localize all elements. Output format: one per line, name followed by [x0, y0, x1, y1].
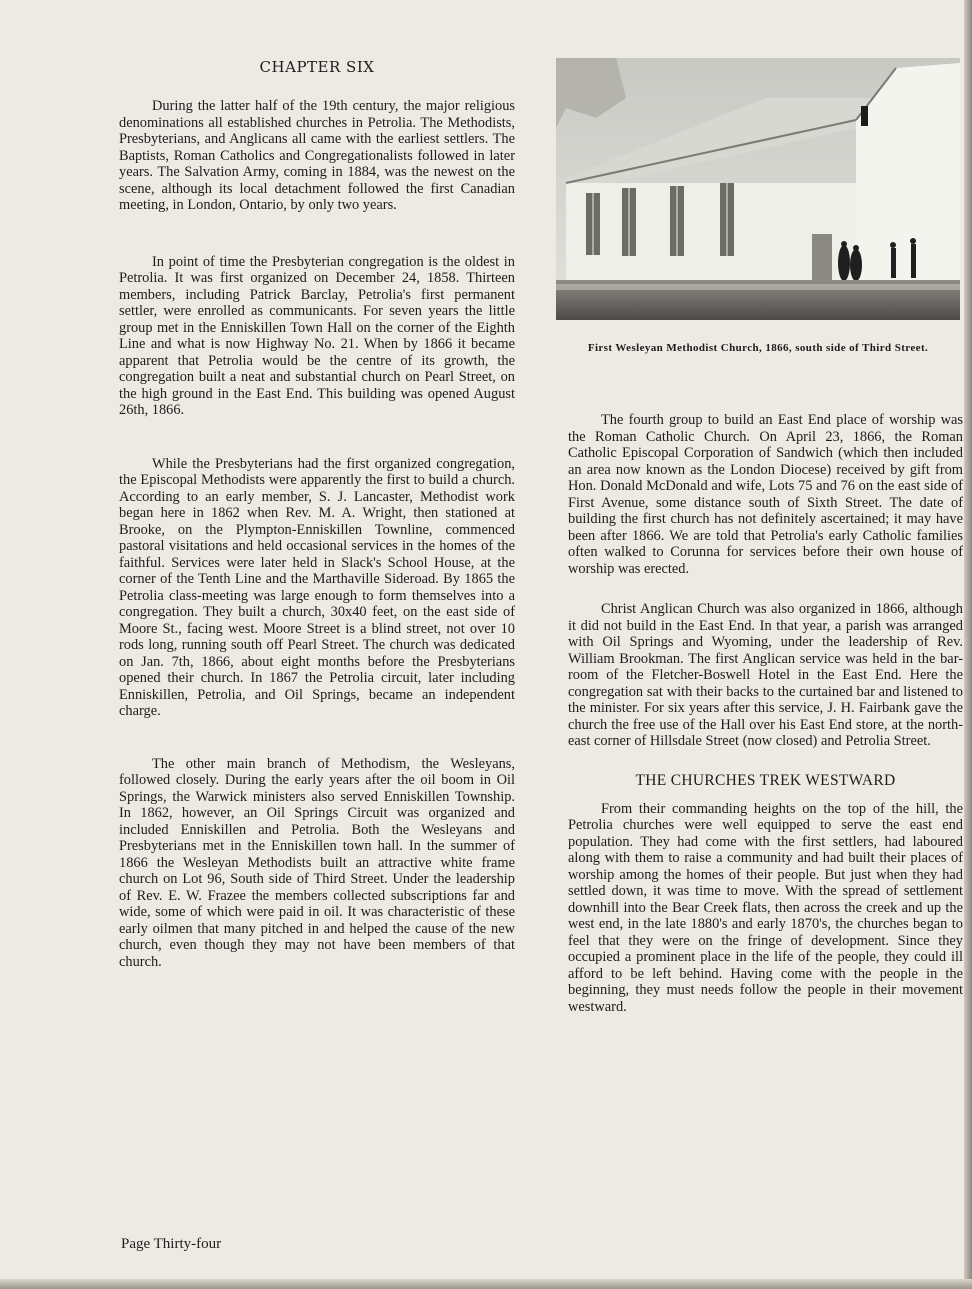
church-photo [556, 58, 960, 320]
paragraph-wesleyans: The other main branch of Methodism, the Wesleyans, followed closely. During the early years after the oil boom in Oil Springs, the Warwick ministers also served Enniskillen Township. In 1862, however, an Oil Springs Circuit was organized and included Enniskillen and Petrolia. Both the Wesleyans and Presbyterians met in the Enniskillen town hall. In the summer of 1866 the Wesleyan Methodists built an attractive white frame church on Lot 96, South side of Third Street. Under the leadership of Rev. E. W. Frazee the members collected subscriptions far and wide, some of which were paid in oil. It was characteristic of these early oilmen that many pitched in and helped the cause of the new church, even though they may not have been members of that church. [119, 755, 515, 970]
page-bottom-edge [0, 1279, 972, 1289]
photo-figure [556, 58, 960, 357]
paragraph-presbyterian: In point of time the Presbyterian congregation is the oldest in Petrolia. It was first organized on December 24, 1858. Thirteen members, including Patrick Barclay, Petrolia's first permanent settler, were enrolled as communicants. For seven years the little group met in the Enniskillen Town Hall on the corner of the Eighth Line and what is now Highway No. 21. When by 1866 it became apparent that Petrolia would be the centre of its growth, the congregation built a neat and substantial church on Pearl Street, on the high ground in the East End. This building was opened August 26th, 1866. [119, 253, 515, 418]
photo-caption: First Wesleyan Methodist Church, 1866, south side of Third Street. [587, 342, 929, 354]
paragraph-trek-westward: From their commanding heights on the top of the hill, the Petrolia churches were well equipped to serve the east end population. They had come with the first settlers, had laboured along with them to raise a community and had built their places of worship among the homes of their people. But just when they had settled down, it was time to move. With the spread of settlement downhill into the Bear Creek flats, then across the creek and up the west end, in the late 1880's and early 1870's, the churches began to feel that they were on the fringe of development. Since they occupied a prominent place in the life of the people, they could ill afford to be left behind. Having come with the people in the beginning, they must needs follow the people in their movement westward. [568, 800, 963, 1015]
right-column [568, 412, 963, 1015]
section-heading: THE CHURCHES TREK WESTWARD [635, 771, 896, 789]
paragraph-intro: During the latter half of the 19th century, the major religious denominations all established churches in Petrolia. The Methodists, Presbyterians, and Anglicans all came with the earliest settlers. The Baptists, Roman Catholics and Congregationalists followed in later years. The Salvation Army, coming in 1884, was the newest on the scene, although its local detachment followed the first Canadian meeting, in London, Ontario, by only two years. [119, 98, 515, 213]
chapter-title: CHAPTER SIX [259, 58, 375, 76]
paragraph-roman-catholic: The fourth group to build an East End place of worship was the Roman Catholic Church. On April 23, 1866, the Roman Catholic Episcopal Corporation of Sandwich (which then included an area now known as the London Diocese) received by gift from Hon. Donald McDonald and wife, Lots 75 and 76 on the east side of First Avenue, some distance south of Sixth Street. The date of building the first church has not definitely ascertained; it may have been after 1866. We are told that Petrolia's early Catholic families often walked to Corunna for services before their own house of worship was erected. [568, 412, 963, 577]
paragraph-episcopal-methodists: While the Presbyterians had the first organized congregation, the Episcopal Methodists were apparently the first to build a church. According to an early member, S. J. Lancaster, Methodist work began here in 1862 when Rev. M. A. Wright, then stationed at Brooke, on the Plympton-Enniskillen Townline, commenced pastoral visitations and held occasional services in the homes of the faithful. Services were later held in Slack's School House, at the corner of the Tenth Line and the Marthaville Sideroad. By 1865 the Petrolia class-meeting was large enough to form themselves into a congregation. They built a church, 30x40 feet, on the east side of Moore St., facing west. Moore Street is a blind street, not over 10 rods long, running south off Pearl Street. The church was dedicated on Jan. 7th, 1866, about eight months before the Presbyterians opened their church. In 1867 the Petrolia circuit, later including Enniskillen, Petrolia, and Oil Springs, became an independent charge. [119, 455, 515, 719]
paragraph-anglican: Christ Anglican Church was also organized in 1866, although it did not build in the East End. In that year, a parish was arranged with Oil Springs and Wyoming, under the leadership of Rev. William Brookman. The first Anglican service was held in the bar-room of the Fletcher-Boswell Hotel in the East End. Here the congregation sat with their backs to the curtained bar and listened to the minister. For six years after this service, J. H. Fairbank gave the church the free use of the Hall over his East End store, at the north-east corner of Hillsdale Street (now closed) and Petrolia Street. [568, 601, 963, 749]
page-number: Page Thirty-four [121, 1236, 222, 1252]
page-edge-shadow [964, 0, 972, 1289]
left-column [119, 58, 515, 970]
